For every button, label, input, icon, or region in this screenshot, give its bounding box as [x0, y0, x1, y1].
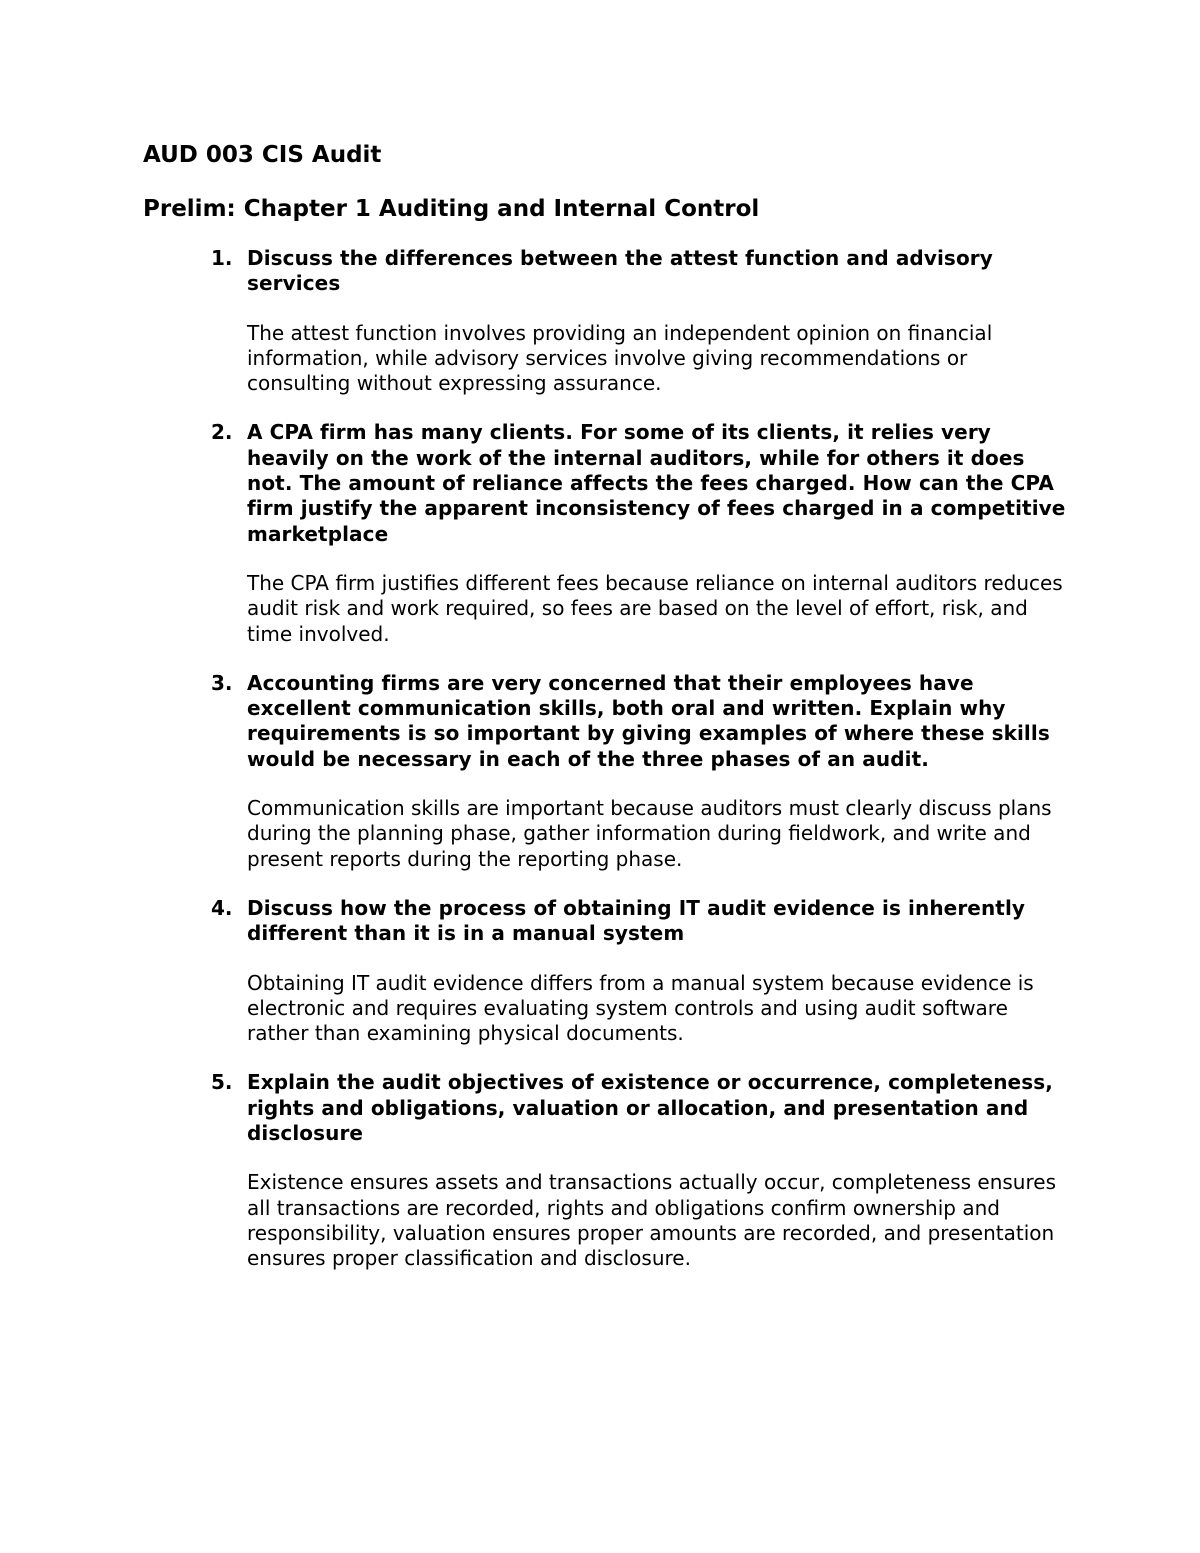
question-number: 1. [211, 246, 233, 270]
question-text: Discuss how the process of obtaining IT audit evidence is inherently different than it is in a manual system [247, 895, 1026, 946]
question-text: A CPA firm has many clients. For some of its clients, it relies very heavily on the work of the internal auditors, while for others it does not. The amount of reliance affects the fees charged. How can the CPA firm justify the apparent inconsistency of fees charged in a competitive marketplace [247, 420, 1066, 546]
question-list [143, 246, 1073, 1272]
answer-text: Obtaining IT audit evidence differs from a manual system because evidence is electronic and requires evaluating system controls and using audit software rather than examining physical documents. [247, 970, 1034, 1046]
question-text: Accounting firms are very concerned that their employees have excellent communication skills, both oral and written. Explain why requirements is so important by giving examples of where these skills would be necessary in each of the three phases of an audit. [247, 670, 1050, 771]
question-number: 4. [211, 895, 233, 920]
question-item [143, 671, 1073, 872]
answer-text: Communication skills are important because auditors must clearly discuss plans during the planning phase, gather information during fieldwork, and write and present reports during the reporting phase. [247, 796, 1052, 871]
answer-text: The CPA firm justifies different fees because reliance on internal auditors reduces audit risk and work required, so fees are based on the level of effort, risk, and time involved. [247, 570, 1063, 646]
document-page [143, 140, 1073, 1296]
question-text: Discuss the differences between the attest function and advisory services [247, 246, 993, 296]
question-item [143, 246, 1073, 396]
course-title: AUD 003 CIS Audit [143, 142, 382, 168]
question-item [143, 896, 1073, 1046]
question-number: 5. [211, 1070, 233, 1095]
question-item [143, 420, 1073, 646]
answer-text: Existence ensures assets and transactions actually occur, completeness ensures all transactions are recorded, rights and obligations confirm ownership and responsibility, valuation ensures proper amounts are recorded, and presentation ensures proper classification and disclosure. [247, 1170, 1056, 1271]
question-item [143, 1070, 1073, 1271]
question-text: Explain the audit objectives of existence or occurrence, completeness, rights and obligations, valuation or allocation, and presentation and disclosure [247, 1070, 1053, 1146]
chapter-title: Prelim: Chapter 1 Auditing and Internal Control [143, 196, 760, 222]
question-number: 3. [211, 670, 233, 695]
question-number: 2. [211, 420, 233, 445]
answer-text: The attest function involves providing an independent opinion on financial information, while advisory services involve giving recommendations or consulting without expressing assurance. [247, 320, 993, 396]
